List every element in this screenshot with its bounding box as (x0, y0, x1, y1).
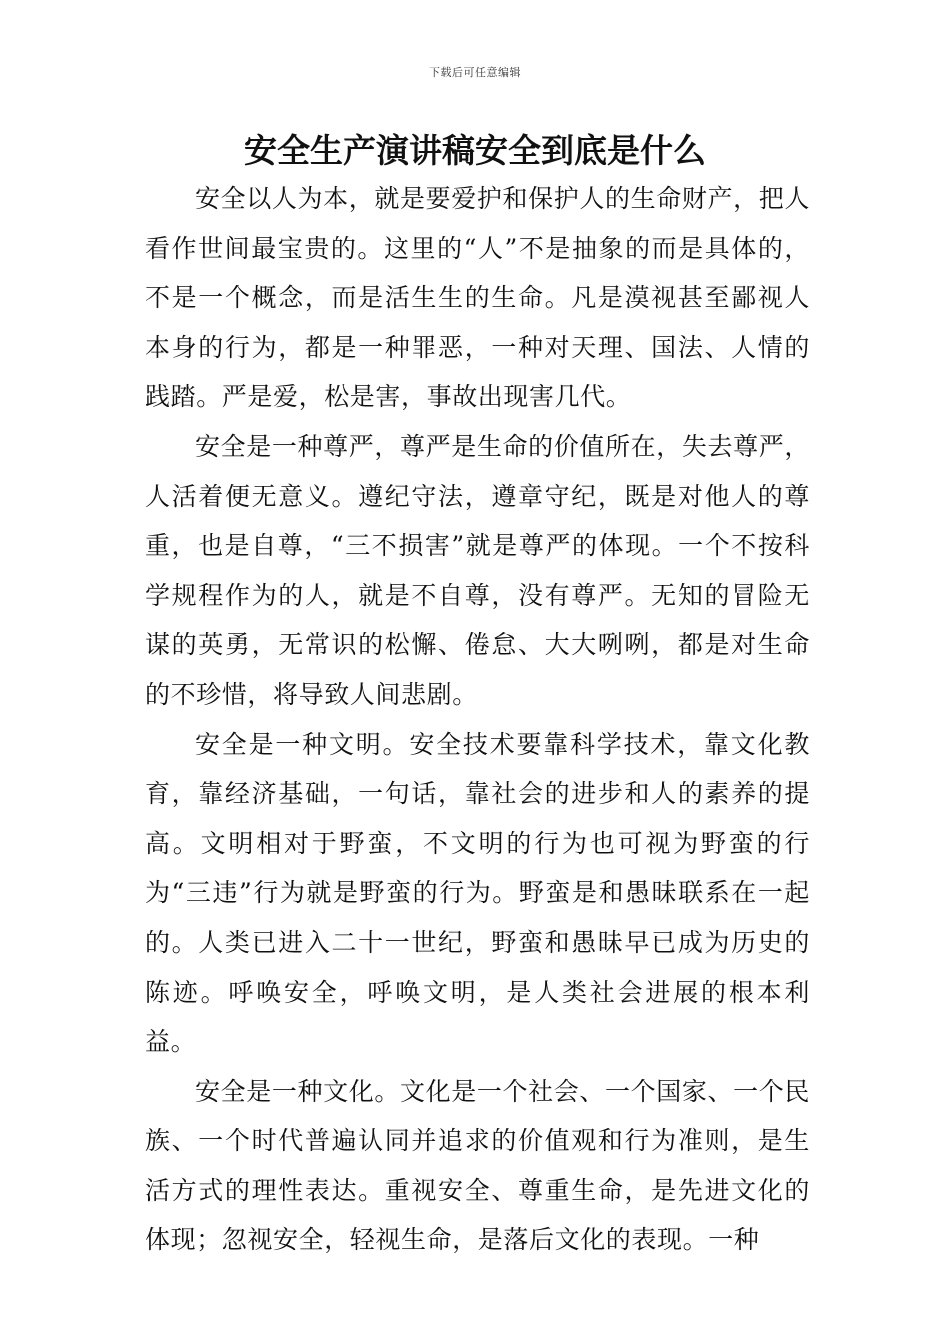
page-header-note: 下载后可任意编辑 (429, 66, 521, 79)
document-body (145, 174, 810, 1265)
document-title: 安全生产演讲稿安全到底是什么 (244, 131, 706, 170)
paragraph-1: 安全以人为本，就是要爱护和保护人的生命财产，把人看作世间最宝贵的。这里的“人”不是抽象的而是具体的，不是一个概念，而是活生生的生命。凡是漠视甚至鄙视人本身的行为，都是一种罪恶，一种对天理、国法、人情的践踏。严是爱，松是害，事故出现害几代。 (145, 184, 810, 412)
paragraph-2: 安全是一种尊严，尊严是生命的价值所在，失去尊严，人活着便无意义。遵纪守法，遵章守纪，既是对他人的尊重，也是自尊，“三不损害”就是尊严的体现。一个不按科学规程作为的人，就是不自尊，没有尊严。无知的冒险无谋的英勇，无常识的松懈、倦怠、大大咧咧，都是对生命的不珍惜，将导致人间悲剧。 (145, 431, 810, 709)
paragraph-3: 安全是一种文明。安全技术要靠科学技术，靠文化教育，靠经济基础，一句话，靠社会的进步和人的素养的提高。文明相对于野蛮，不文明的行为也可视为野蛮的行为“三违”行为就是野蛮的行为。野蛮是和愚昧联系在一起的。人类已进入二十一世纪，野蛮和愚昧早已成为历史的陈迹。呼唤安全，呼唤文明，是人类社会进展的根本利益。 (145, 729, 810, 1057)
paragraph-4: 安全是一种文化。文化是一个社会、一个国家、一个民族、一个时代普遍认同并追求的价值观和行为准则，是生活方式的理性表达。重视安全、尊重生命，是先进文化的体现；忽视安全，轻视生命，是落后文化的表现。一种 (145, 1076, 810, 1255)
